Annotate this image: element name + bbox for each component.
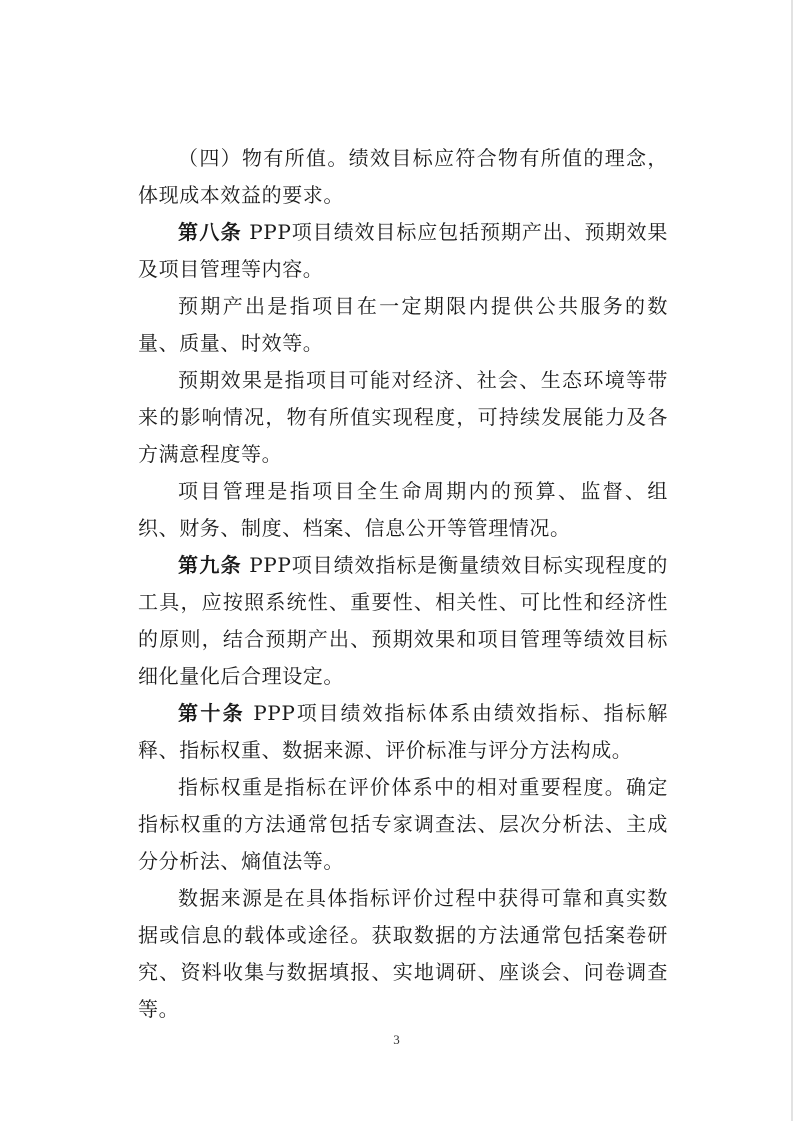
article-heading: 第八条 bbox=[178, 220, 242, 244]
paragraph-article-10 bbox=[138, 695, 668, 769]
paragraph-article-9 bbox=[138, 547, 668, 695]
paragraph-text: 预期产出是指项目在一定期限内提供公共服务的数量、质量、时效等。 bbox=[138, 294, 668, 355]
paragraph-article-8 bbox=[138, 214, 668, 288]
paragraph-item-value-for-money bbox=[138, 140, 668, 214]
paragraph-text: 项目管理是指项目全生命周期内的预算、监督、组织、财务、制度、档案、信息公开等管理情况。 bbox=[138, 479, 668, 540]
paragraph-indicator-weight bbox=[138, 769, 668, 880]
paragraph-expected-effect bbox=[138, 362, 668, 473]
body-text bbox=[138, 140, 668, 1028]
article-heading: 第十条 bbox=[178, 701, 245, 725]
paragraph-project-management bbox=[138, 473, 668, 547]
article-heading: 第九条 bbox=[178, 553, 242, 577]
page-number: 3 bbox=[393, 1032, 400, 1047]
paragraph-text: PPP项目绩效指标是衡量绩效目标实现程度的工具，应按照系统性、重要性、相关性、可比性和经济性的原则，结合预期产出、预期效果和项目管理等绩效目标细化量化后合理设定。 bbox=[138, 553, 668, 688]
paragraph-text: 预期效果是指项目可能对经济、社会、生态环境等带来的影响情况，物有所值实现程度，可持续发展能力及各方满意程度等。 bbox=[138, 368, 668, 466]
paragraph-text: （四）物有所值。绩效目标应符合物有所值的理念，体现成本效益的要求。 bbox=[138, 146, 668, 207]
paragraph-data-source bbox=[138, 880, 668, 1028]
paragraph-text: PPP项目绩效指标体系由绩效指标、指标解释、指标权重、数据来源、评价标准与评分方法构成。 bbox=[138, 701, 668, 762]
paragraph-text: 数据来源是在具体指标评价过程中获得可靠和真实数据或信息的载体或途径。获取数据的方法通常包括案卷研究、资料收集与数据填报、实地调研、座谈会、问卷调查等。 bbox=[138, 886, 668, 1021]
paragraph-expected-output bbox=[138, 288, 668, 362]
paragraph-text: PPP项目绩效目标应包括预期产出、预期效果及项目管理等内容。 bbox=[138, 220, 668, 281]
paragraph-text: 指标权重是指标在评价体系中的相对重要程度。确定指标权重的方法通常包括专家调查法、层次分析法、主成分分析法、熵值法等。 bbox=[138, 775, 668, 873]
